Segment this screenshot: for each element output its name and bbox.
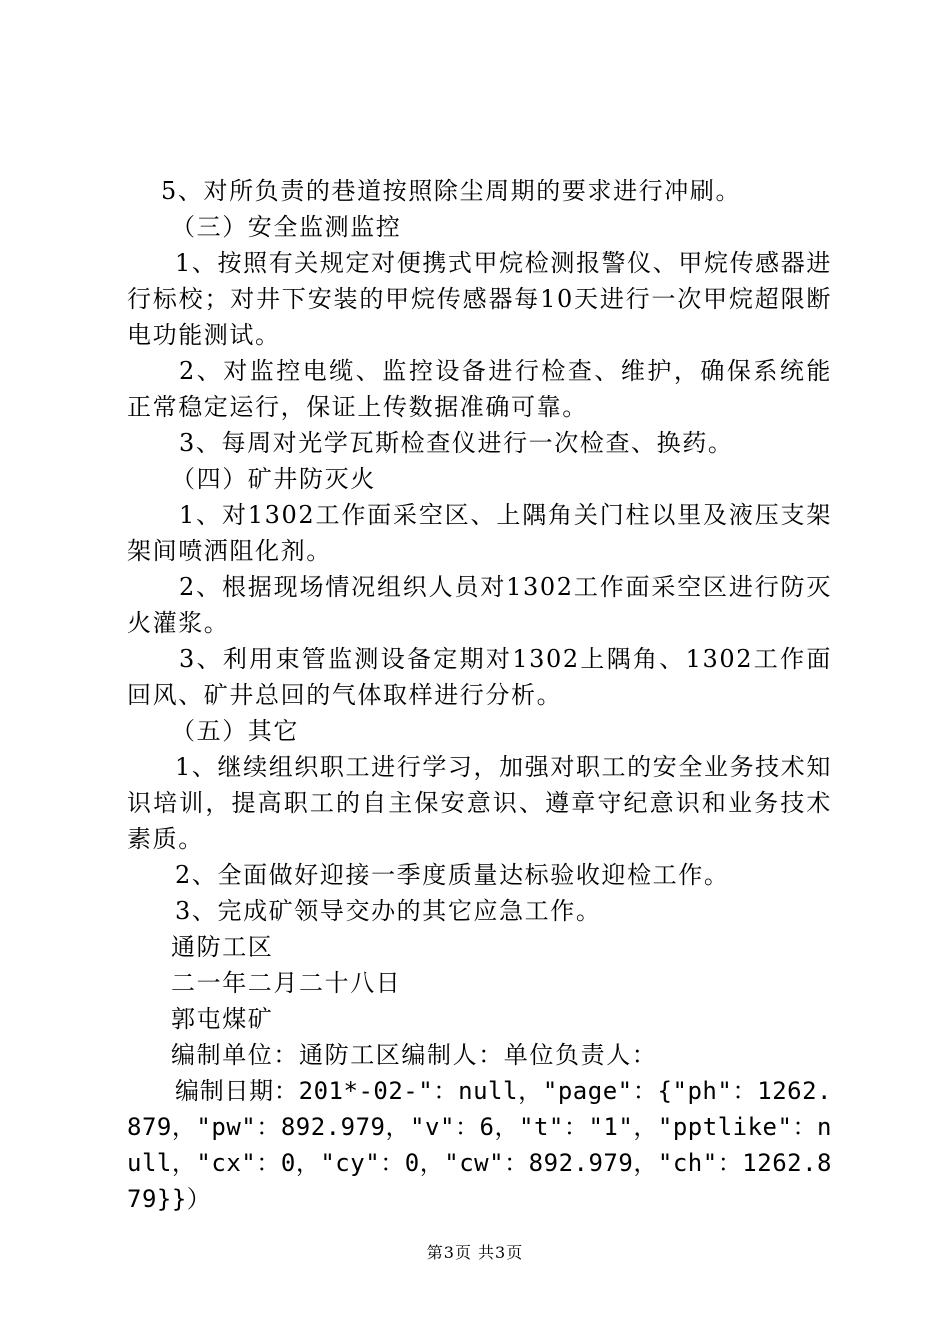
paragraph-item-2-cable-inspection: 2、对监控电缆、监控设备进行检查、维护，确保系统能正常稳定运行，保证上传数据准确可靠。 bbox=[127, 357, 832, 421]
paragraph-item-3-emergency-work: 3、完成矿领导交办的其它应急工作。 bbox=[175, 897, 602, 925]
signature-department: 通防工区 bbox=[171, 933, 274, 961]
signature-date: 二一年二月二十八日 bbox=[171, 969, 402, 997]
paragraph-item-1-inhibitor: 1、对1302工作面采空区、上隅角关门柱以里及液压支架架间喷洒阻化剂。 bbox=[127, 501, 832, 565]
paragraph-item-3-gas-sampling: 3、利用束管监测设备定期对1302上隅角、1302工作面回风、矿井总回的气体取样进行分析。 bbox=[127, 645, 832, 709]
section-heading-fire-prevention: （四）矿井防灭火 bbox=[171, 465, 376, 493]
paragraph-item-3-gas-inspector: 3、每周对光学瓦斯检查仪进行一次检查、换药。 bbox=[179, 429, 734, 457]
section-heading-safety-monitoring: （三）安全监测监控 bbox=[171, 213, 402, 241]
paragraph-item-1-calibration: 1、按照有关规定对便携式甲烷检测报警仪、甲烷传感器进行标校；对井下安装的甲烷传感器每10天进行一次甲烷超限断电功能测试。 bbox=[127, 249, 832, 349]
paragraph-item-1-training: 1、继续组织职工进行学习，加强对职工的安全业务技术知识培训，提高职工的自主保安意识、遵章守纪意识和业务技术素质。 bbox=[127, 753, 832, 853]
page-footer: 第3页 共3页 bbox=[426, 1243, 524, 1262]
compile-info: 编制单位：通防工区编制人：单位负责人： bbox=[171, 1041, 658, 1069]
compile-date-raw: 编制日期：201*-02-"：null，"page"：{"ph"：1262.879，"pw"：892.979，"v"：6，"t"："1"，"pptlike"：null，"cx"：0，"cy"：0，"cw"：892.979，"ch"：1262.879}}） bbox=[127, 1077, 832, 1213]
paragraph-item-5: 5、对所负责的巷道按照除尘周期的要求进行冲刷。 bbox=[161, 177, 742, 205]
signature-mine: 郭屯煤矿 bbox=[171, 1005, 274, 1033]
document-body bbox=[127, 173, 832, 1217]
paragraph-item-2-quality-check: 2、全面做好迎接一季度质量达标验收迎检工作。 bbox=[175, 861, 730, 889]
paragraph-item-2-grouting: 2、根据现场情况组织人员对1302工作面采空区进行防灭火灌浆。 bbox=[127, 573, 832, 637]
section-heading-other: （五）其它 bbox=[171, 717, 299, 745]
